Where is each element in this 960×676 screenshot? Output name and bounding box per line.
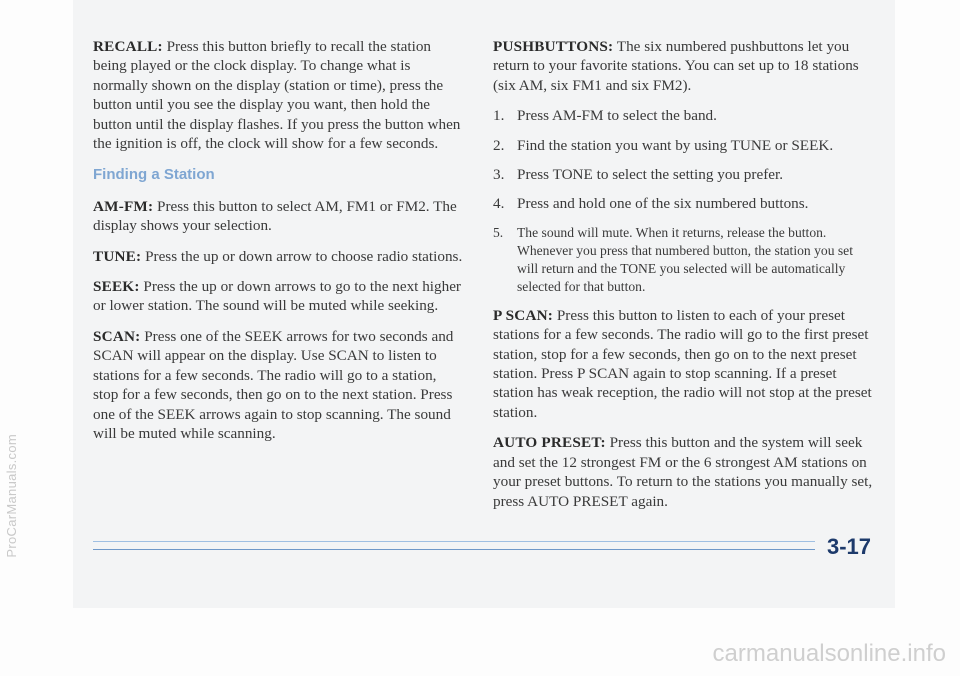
auto-preset-text: Press this button and the system will seek and set the 12 strongest FM or the 6 strongest AM stations on your preset buttons. To return to the stations you manually set, press AUTO PRESET again. <box>493 434 873 510</box>
auto-preset-paragraph <box>493 433 875 511</box>
pushbuttons-text: The six numbered pushbuttons let you return to your favorite stations. You can set up to 18 stations (six AM, six FM1 and six FM2). <box>493 38 859 94</box>
p-scan-label: P SCAN: <box>493 306 554 324</box>
step-text: Press AM-FM to select the band. <box>517 107 717 125</box>
step-number: 4. <box>493 195 505 213</box>
scan-text: Press one of the SEEK arrows for two seconds and SCAN will appear on the display. Use SCAN to listen to stations for a few seconds. The radio will go to a station, stop for a few seconds, then go on to the next station. Press one of the SEEK arrows again to stop scanning. The sound will be muted while scanning. <box>93 327 454 442</box>
am-fm-paragraph <box>93 197 465 236</box>
p-scan-paragraph <box>493 306 875 422</box>
seek-text: Press the up or down arrows to go to the next higher or lower station. The sound will be muted while seeking. <box>93 278 461 315</box>
seek-paragraph <box>93 277 465 316</box>
footer-rule-top <box>93 541 815 542</box>
step-text: The sound will mute. When it returns, release the button. Whenever you press that numbered button, the station you set will return and the TONE you selected will be automatically selected for that button. <box>517 224 853 294</box>
step-number: 5. <box>493 224 504 240</box>
am-fm-text: Press this button to select AM, FM1 or FM2. The display shows your selection. <box>93 197 457 235</box>
step-text: Press TONE to select the setting you prefer. <box>517 166 784 184</box>
step-text: Press and hold one of the six numbered buttons. <box>517 195 809 213</box>
scan-paragraph <box>93 327 465 443</box>
step-text: Find the station you want by using TUNE or SEEK. <box>517 136 834 154</box>
footer-watermark: carmanualsonline.info <box>712 640 946 667</box>
scan-label: SCAN: <box>93 327 141 345</box>
am-fm-label: AM-FM: <box>93 197 154 215</box>
steps-list <box>493 106 875 296</box>
tune-text: Press the up or down arrow to choose radio stations. <box>141 247 463 265</box>
side-watermark <box>0 0 22 676</box>
p-scan-text: Press this button to listen to each of your preset stations for a few seconds. The radio will go to the first preset station, stop for a few seconds, then go on to the next preset station. Press P SCAN again to stop scanning. If a preset station has weak reception, the radio will not stop at the preset station. <box>493 306 872 421</box>
step-item <box>493 165 875 184</box>
section-heading: Finding a Station <box>93 166 215 184</box>
step-number: 2. <box>493 136 505 154</box>
pushbuttons-paragraph <box>493 37 875 95</box>
recall-paragraph <box>93 37 465 153</box>
recall-text: Press this button briefly to recall the station being played or the clock display. To change what is normally shown on the display (station or time), press the button until you see the display you want, then hold the button until the display flashes. If you press the button when the ignition is off, the clock will show for a few seconds. <box>93 38 461 153</box>
right-column <box>493 37 875 522</box>
left-column <box>93 37 465 454</box>
step-item <box>493 136 875 155</box>
tune-paragraph <box>93 247 465 266</box>
step-number: 3. <box>493 166 505 184</box>
step-item <box>493 194 875 213</box>
step-number: 1. <box>493 107 505 125</box>
tune-label: TUNE: <box>93 247 142 265</box>
seek-label: SEEK: <box>93 278 140 296</box>
page-number: 3-17 <box>827 534 872 559</box>
recall-label: RECALL: <box>93 38 163 55</box>
side-watermark-text: ProCarManuals.com <box>3 434 19 558</box>
auto-preset-label: AUTO PRESET: <box>493 434 606 452</box>
step-item <box>493 224 875 296</box>
step-item <box>493 106 875 125</box>
footer-rule-bottom <box>93 549 815 550</box>
pushbuttons-label: PUSHBUTTONS: <box>493 38 614 55</box>
